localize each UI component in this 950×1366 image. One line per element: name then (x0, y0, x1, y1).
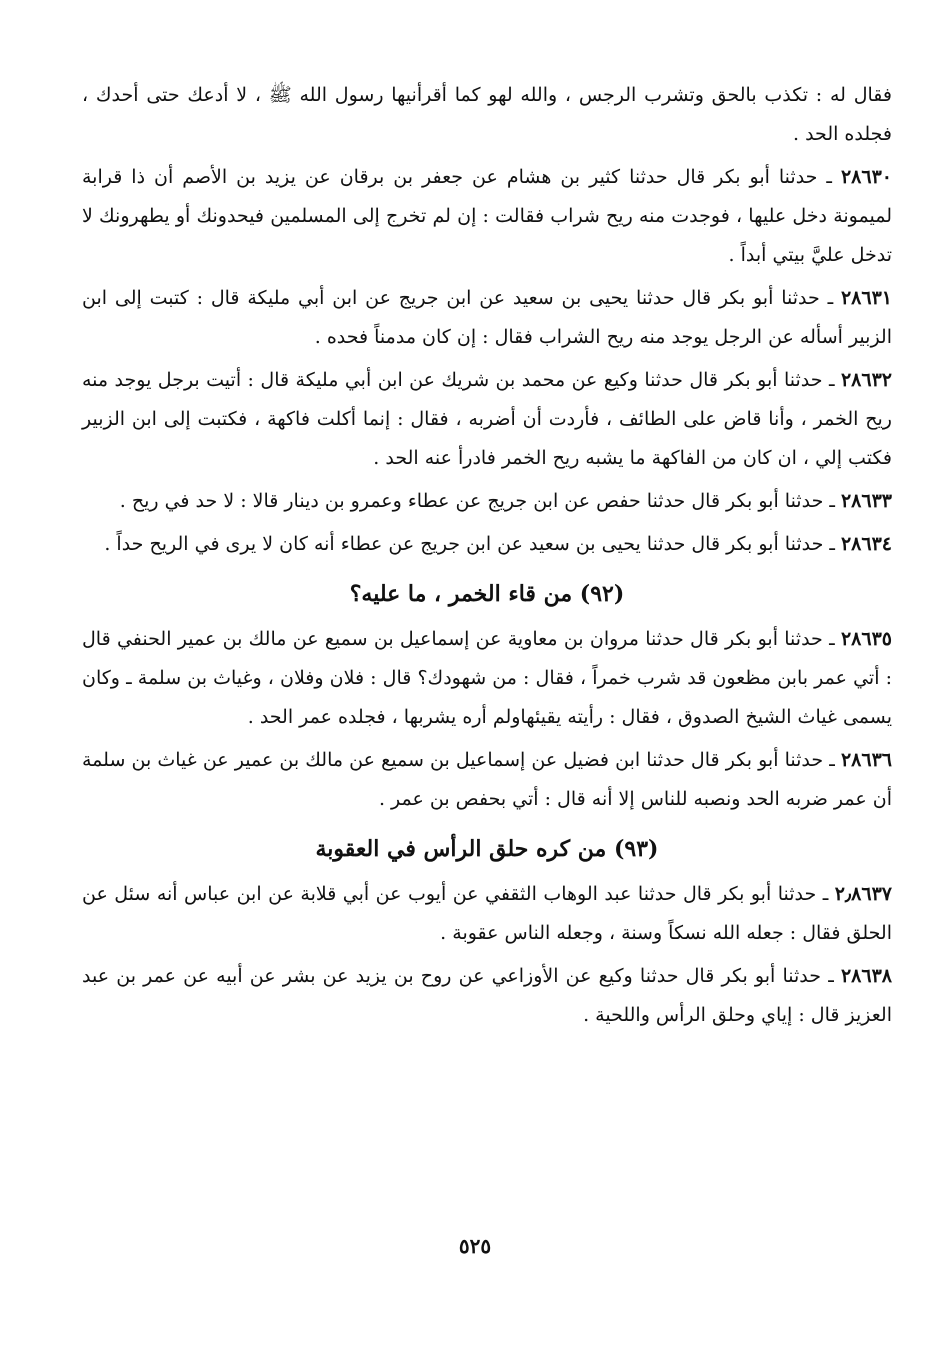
hadith-text: ـ حدثنا أبو بكر قال حدثنا وكيع عن الأوزاعي عن روح بن يزيد عن بشر عن أبيه عن عمر بن عبد العزيز قال : إياي وحلق الرأس واللحية . (82, 965, 892, 1026)
hadith-28631 (82, 279, 892, 357)
hadith-number: ٢٨٦٣٠ (840, 166, 892, 188)
hadith-text: ـ حدثنا أبو بكر قال حدثنا يحيى بن سعيد عن ابن جريج عن ابن أبي مليكة قال : كتبت إلى ابن الزبير أسأله عن الرجل يوجد منه ريح الشراب فقال : إن كان مدمناً فحده . (82, 287, 892, 348)
chapter-heading-92: (٩٢) من قاء الخمر ، ما عليه؟ (349, 581, 625, 607)
hadith-text: ـ حدثنا أبو بكر قال حدثنا عبد الوهاب الثقفي عن أيوب عن أبي قلابة عن ابن عباس أنه سئل عن الحلق فقال : جعله الله نسكاً وسنة ، وجعله الناس عقوبة . (82, 883, 892, 944)
hadith-text: ـ حدثنا أبو بكر قال حدثنا كثير بن هشام عن جعفر بن برقان عن يزيد بن الأصم أن ذا قرابة لميمونة دخل عليها ، فوجدت منه ريح شراب فقالت : إن لم تخرج إلى المسلمين فيحدونك أو يطهرونك لا تدخل عليَّ بيتي أبداً . (82, 166, 892, 266)
hadith-number: ٢٨٦٣٣ (840, 490, 892, 512)
hadith-text: ـ حدثنا أبو بكر قال حدثنا ابن فضيل عن إسماعيل بن سميع عن مالك بن عمير عن غياث بن سلمة أن عمر ضربه الحد ونصبه للناس إلا أنه قال : أتي بحفص بن عمر . (82, 749, 892, 810)
hadith-number: ٢٨٦٣١ (840, 287, 892, 309)
hadith-28632 (82, 361, 892, 478)
hadith-number: ٢٫٨٦٣٧ (834, 883, 892, 905)
page-body (82, 76, 892, 1035)
hadith-28633 (82, 482, 892, 521)
paragraph-text: فقال له : تكذب بالحق وتشرب الرجس ، والله لهو كما أقرأنيها رسول الله ﷺ ، لا أدعك حتى أحدك ، فجلده الحد . (82, 84, 892, 145)
hadith-28638 (82, 957, 892, 1035)
hadith-number: ٢٨٦٣٤ (840, 533, 892, 555)
hadith-28636 (82, 741, 892, 819)
hadith-28637 (82, 875, 892, 953)
paragraph-continuation (82, 76, 892, 154)
hadith-number: ٢٨٦٣٥ (840, 628, 892, 650)
page-number: ٥٢٥ (458, 1234, 492, 1258)
hadith-text: ـ حدثنا أبو بكر قال حدثنا مروان بن معاوية عن إسماعيل بن سميع عن مالك بن عمير الحنفي قال : أتي عمر بابن مظعون قد شرب خمراً ، فقال : من شهودك؟ قال : فلان وفلان ، وغياث بن سلمة ـ وكان يسمى غياث الشيخ الصدوق ، فقال : رأيته يقيئهاولم أره يشربها ، فجلده عمر الحد . (82, 628, 892, 728)
hadith-text: ـ حدثنا أبو بكر قال حدثنا حفص عن ابن جريج عن عطاء وعمرو بن دينار قالا : لا حد في ريح . (119, 490, 841, 512)
hadith-28634 (82, 525, 892, 564)
hadith-28635 (82, 620, 892, 737)
hadith-text: ـ حدثنا أبو بكر قال حدثنا يحيى بن سعيد عن ابن جريج عن عطاء أنه كان لا يرى في الريح حداً . (104, 533, 841, 555)
hadith-28630 (82, 158, 892, 275)
chapter-heading-93: (٩٣) من كره حلق الرأس في العقوبة (315, 836, 659, 862)
hadith-number: ٢٨٦٣٨ (840, 965, 892, 987)
hadith-number: ٢٨٦٣٢ (840, 369, 892, 391)
hadith-text: ـ حدثنا أبو بكر قال حدثنا وكيع عن محمد بن شريك عن ابن أبي مليكة قال : أتيت برجل يوجد منه ريح الخمر ، وأنا قاض على الطائف ، فأردت أن أضربه ، فقال : إنما أكلت فاكهة ، فكتبت إلى ابن الزبير فكتب إلي ، ان كان من الفاكهة ما يشبه ريح الخمر فادرأ عنه الحد . (82, 369, 892, 469)
hadith-number: ٢٨٦٣٦ (840, 749, 892, 771)
